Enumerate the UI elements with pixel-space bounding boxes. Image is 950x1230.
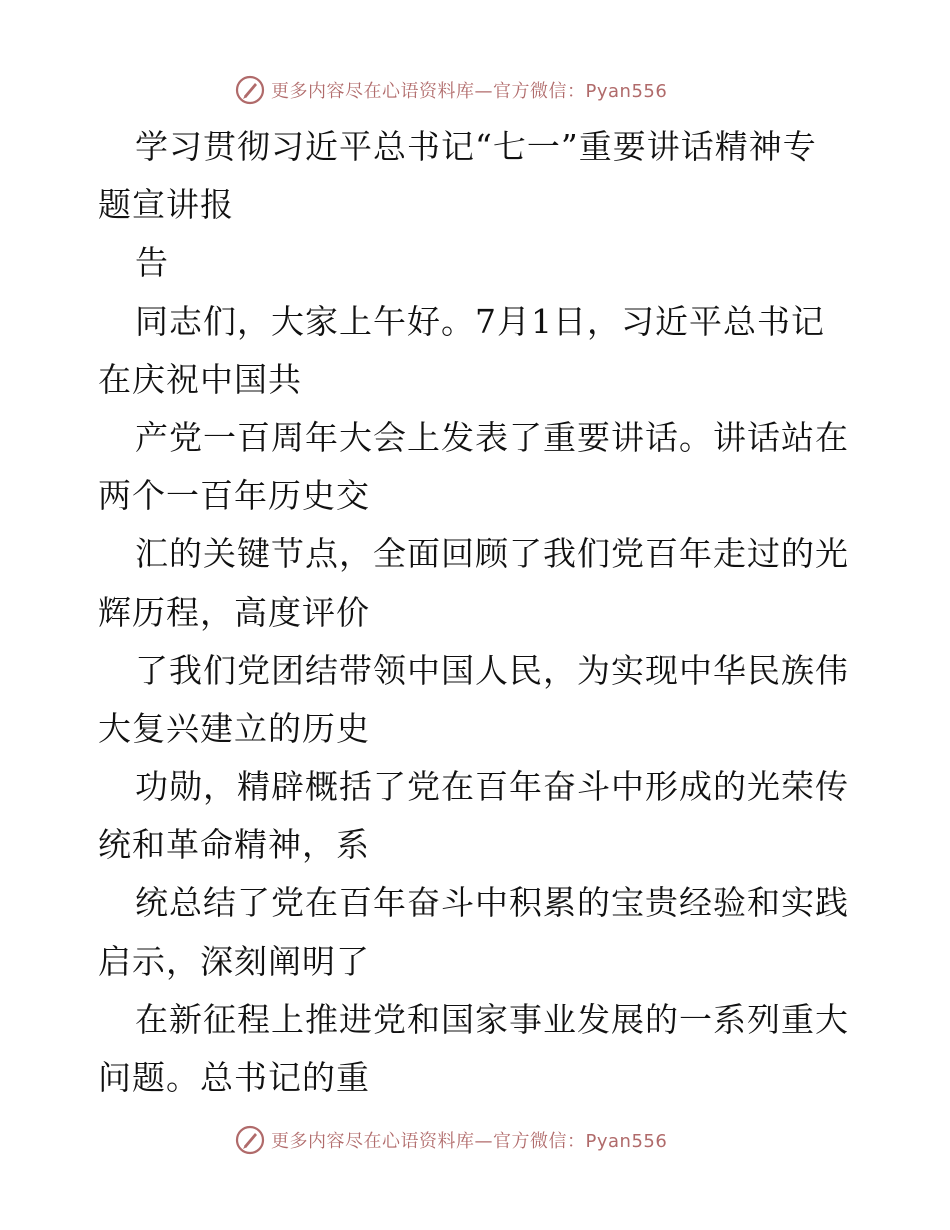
- text-line: 启示，深刻阐明了: [98, 941, 370, 981]
- watermark-text: 更多内容尽在心语资料库—官方微信：Pyan556: [271, 1131, 668, 1152]
- text-line: 同志们，大家上午好。7月1日，习近平总书记: [135, 301, 825, 341]
- text-line: 功勋，精辟概括了党在百年奋斗中形成的光荣传: [135, 767, 849, 807]
- quill-pen-icon: [235, 75, 265, 105]
- text-line: 产党一百周年大会上发表了重要讲话。讲话站在: [135, 417, 849, 457]
- text-line: 在新征程上推进党和国家事业发展的一系列重大: [135, 999, 849, 1039]
- text-line: 两个一百年历史交: [98, 476, 370, 516]
- quill-pen-icon: [235, 1125, 265, 1155]
- text-line: 问题。总书记的重: [98, 1058, 370, 1097]
- text-line: 了我们党团结带领中国人民，为实现中华民族伟: [135, 650, 849, 690]
- footer-watermark: [235, 1123, 667, 1157]
- text-line: 在庆祝中国共: [98, 359, 302, 399]
- text-line: 汇的关键节点，全面回顾了我们党百年走过的光: [135, 534, 849, 574]
- watermark-text: 更多内容尽在心语资料库—官方微信：Pyan556: [271, 81, 668, 102]
- text-line: 统总结了党在百年奋斗中积累的宝贵经验和实践: [135, 883, 849, 923]
- text-line: 学习贯彻习近平总书记“七一”重要讲话精神专: [135, 127, 817, 166]
- text-line: 辉历程，高度评价: [98, 592, 370, 632]
- text-line: 大复兴建立的历史: [98, 708, 370, 748]
- document-body: [98, 118, 858, 1107]
- text-line: 告: [135, 243, 169, 283]
- text-line: 统和革命精神，系: [98, 825, 370, 865]
- text-line: 题宣讲报: [98, 185, 234, 225]
- header-watermark: [235, 73, 667, 107]
